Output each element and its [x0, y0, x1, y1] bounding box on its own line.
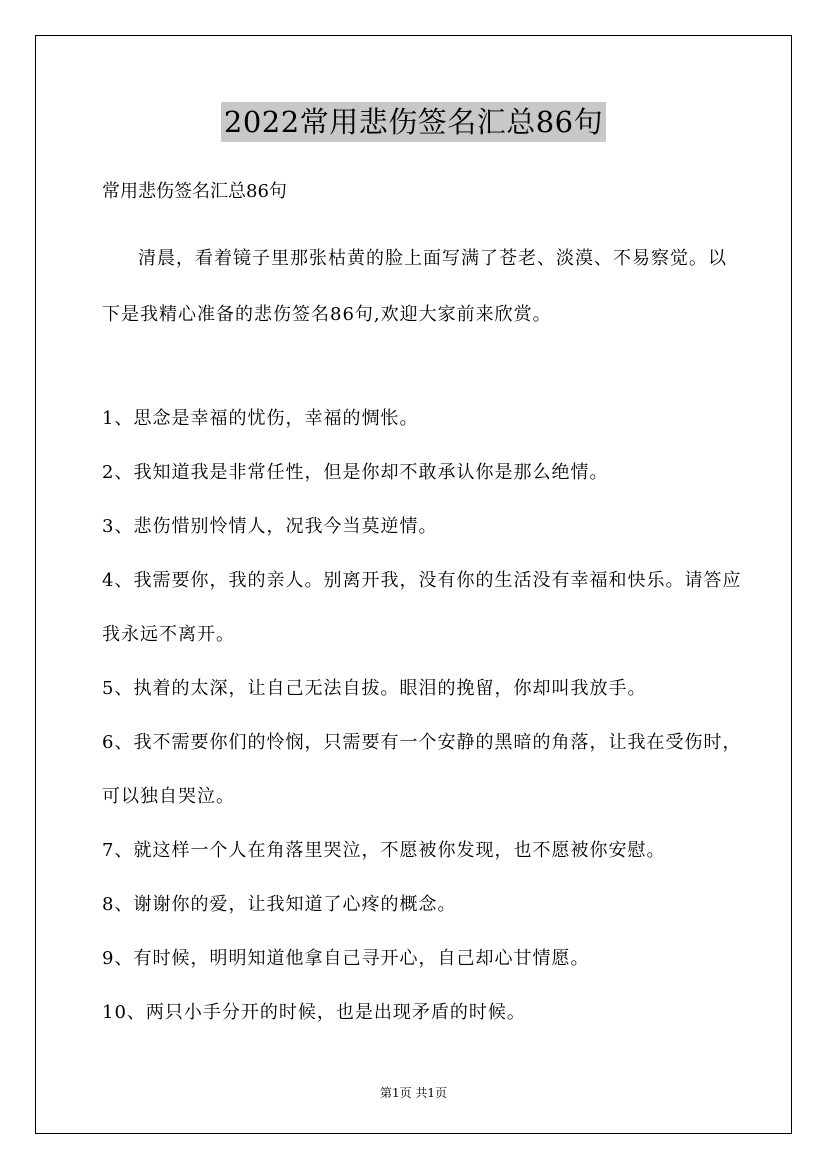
list-item: 2、我知道我是非常任性，但是你却不敢承认你是那么绝情。: [102, 462, 609, 483]
document-title: 2022常用悲伤签名汇总86句: [221, 102, 606, 142]
intro-paragraph: 清晨，看着镜子里那张枯黄的脸上面写满了苍老、淡漠、不易察觉。以下是我精心准备的悲伤签名86句,欢迎大家前来欣赏。: [102, 248, 727, 325]
document-subtitle: 常用悲伤签名汇总86句: [102, 181, 287, 202]
page-footer: 第1页 共1页: [379, 1086, 448, 1100]
title-container: [0, 102, 827, 142]
list-item: 5、执着的太深，让自己无法自拔。眼泪的挽留，你却叫我放手。: [102, 678, 647, 699]
list-item: 10、两只小手分开的时候，也是出现矛盾的时候。: [102, 1002, 526, 1023]
signature-list: [102, 392, 752, 1040]
list-item: 4、我需要你，我的亲人。别离开我，没有你的生活没有幸福和快乐。请答应我永远不离开。: [102, 570, 742, 645]
list-item: 1、思念是幸福的忧伤，幸福的惆怅。: [102, 408, 419, 429]
list-item: 6、我不需要你们的怜悯，只需要有一个安静的黑暗的角落，让我在受伤时，可以独自哭泣。: [102, 732, 742, 807]
list-item: 9、有时候，明明知道他拿自己寻开心，自己却心甘情愿。: [102, 948, 590, 969]
list-item: 3、悲伤惜别怜情人，况我今当莫逆情。: [102, 516, 438, 537]
list-item: 7、就这样一个人在角落里哭泣，不愿被你发现，也不愿被你安慰。: [102, 840, 666, 861]
list-item: 8、谢谢你的爱，让我知道了心疼的概念。: [102, 894, 457, 915]
